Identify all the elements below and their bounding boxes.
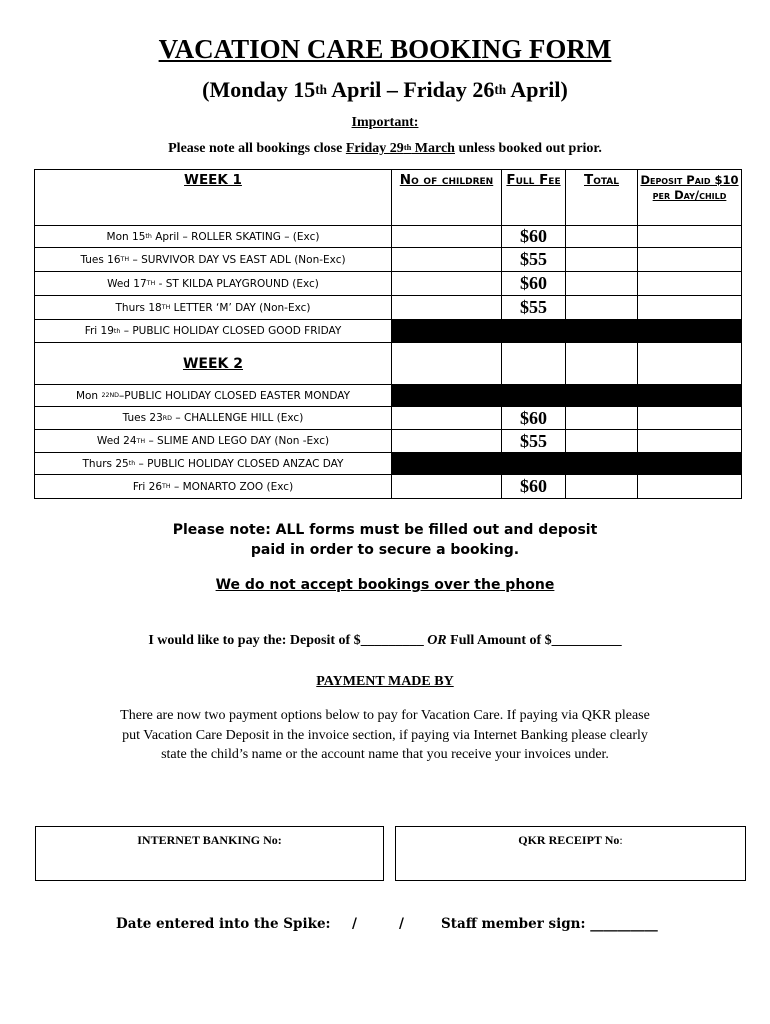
day-text: Wed 17 <box>107 277 147 290</box>
fee-cell: $60 <box>502 226 566 248</box>
day-text: Thurs 18 <box>115 301 162 314</box>
deposit-input <box>638 453 742 475</box>
day-text: Fri 26 <box>132 480 163 493</box>
staff-sign-field[interactable]: __________ <box>590 916 658 932</box>
forms-notice <box>0 520 770 560</box>
table-row <box>35 475 742 499</box>
total-input[interactable] <box>566 343 638 385</box>
form-title: VACATION CARE BOOKING FORM <box>158 34 612 64</box>
payment-text: Full Amount of $ <box>446 633 552 648</box>
total-input[interactable] <box>566 272 638 296</box>
qkr-receipt-label: QKR RECEIPT No <box>518 833 620 847</box>
payment-text: I would like to pay the: Deposit of $ <box>148 633 361 648</box>
table-row <box>35 453 742 475</box>
internet-banking-box[interactable] <box>35 826 384 881</box>
children-input[interactable] <box>392 343 502 385</box>
date-slash: / <box>399 916 404 932</box>
table-row <box>35 296 742 320</box>
day-suffix: RD <box>162 414 173 422</box>
closing-notice <box>0 141 770 157</box>
payment-heading: PAYMENT MADE BY <box>316 674 454 689</box>
day-text: Fri 19 <box>84 325 114 337</box>
children-input <box>392 320 502 343</box>
full-amount-field[interactable]: __________ <box>551 633 622 648</box>
children-input[interactable] <box>392 272 502 296</box>
booking-table <box>34 169 742 499</box>
date-slash: / <box>352 916 357 932</box>
deposit-input[interactable] <box>638 296 742 320</box>
deposit-amount-field[interactable]: _________ <box>360 633 424 648</box>
closing-date-part: March <box>411 141 455 156</box>
total-input[interactable] <box>566 248 638 272</box>
qkr-colon: : <box>619 833 623 847</box>
day-activity-cell <box>35 407 392 430</box>
day-suffix: TH <box>136 437 146 445</box>
activity-text: LETTER ‘M’ DAY (Non-Exc) <box>170 301 311 314</box>
subtitle-part: April) <box>506 77 568 102</box>
closing-text: Please note all bookings close <box>168 141 346 156</box>
day-activity-cell <box>35 248 392 272</box>
day-activity-cell <box>35 430 392 453</box>
subtitle-sup: th <box>494 82 507 98</box>
week1-header: WEEK 1 <box>35 170 392 226</box>
fee-cell <box>502 453 566 475</box>
closing-text: unless booked out prior. <box>454 141 602 156</box>
children-input <box>392 385 502 407</box>
deposit-input[interactable] <box>638 430 742 453</box>
activity-text: –PUBLIC HOLIDAY CLOSED EASTER MONDAY <box>119 389 351 402</box>
day-suffix: 22ND <box>101 392 120 400</box>
staff-sign-label: Staff member sign: <box>441 916 591 932</box>
total-input[interactable] <box>566 226 638 248</box>
children-input[interactable] <box>392 475 502 499</box>
children-input[interactable] <box>392 296 502 320</box>
total-header: Total <box>566 170 638 226</box>
day-activity-cell <box>35 272 392 296</box>
day-suffix: th <box>113 327 121 335</box>
table-row <box>35 430 742 453</box>
day-text: Mon 15 <box>106 230 146 243</box>
activity-text: – MONARTO ZOO (Exc) <box>170 480 294 493</box>
fee-cell <box>502 385 566 407</box>
day-activity-cell <box>35 385 392 407</box>
important-heading: Important: <box>351 115 419 130</box>
activity-text: April – ROLLER SKATING – (Exc) <box>151 230 320 243</box>
day-suffix: TH <box>161 304 171 312</box>
phone-notice: We do not accept bookings over the phone <box>215 577 555 593</box>
day-activity-cell <box>35 453 392 475</box>
children-input[interactable] <box>392 430 502 453</box>
total-input[interactable] <box>566 430 638 453</box>
total-input[interactable] <box>566 407 638 430</box>
payment-choice-line <box>0 633 770 649</box>
week2-header: WEEK 2 <box>35 343 392 385</box>
total-input <box>566 320 638 343</box>
subtitle-part: (Monday 15 <box>202 77 316 102</box>
deposit-header: Deposit Paid $10 per Day/child <box>638 170 742 226</box>
children-input <box>392 453 502 475</box>
deposit-input <box>638 320 742 343</box>
subtitle-part: April – Friday 26 <box>326 77 495 102</box>
table-header-row <box>35 170 742 226</box>
day-activity-cell <box>35 320 392 343</box>
day-suffix: th <box>128 460 136 468</box>
internet-banking-label: INTERNET BANKING No: <box>137 833 282 847</box>
deposit-input[interactable] <box>638 343 742 385</box>
fee-cell: $60 <box>502 407 566 430</box>
staff-sign-line <box>441 916 658 932</box>
total-input <box>566 385 638 407</box>
closing-date <box>346 141 455 156</box>
children-input[interactable] <box>392 248 502 272</box>
children-header: No of children <box>392 170 502 226</box>
day-suffix: th <box>145 233 152 241</box>
day-text: Thurs 25 <box>82 457 129 470</box>
date-entered-label: Date entered into the Spike: <box>116 916 331 932</box>
closing-date-part: Friday 29 <box>345 141 404 156</box>
deposit-input[interactable] <box>638 226 742 248</box>
table-row <box>35 320 742 343</box>
day-text: Wed 24 <box>96 435 137 447</box>
payment-instructions: There are now two payment options below to pay for Vacation Care. If paying via QKR please put Vacation Care Deposit in the invoice section, if paying via Internet Banking please clearly state the child’s name or the account name that you receive your invoices under. <box>120 708 650 762</box>
fee-cell <box>502 343 566 385</box>
day-text: Tues 16 <box>80 253 121 266</box>
date-range-subtitle <box>0 77 770 103</box>
day-suffix: TH <box>162 483 171 491</box>
children-input[interactable] <box>392 226 502 248</box>
total-input[interactable] <box>566 296 638 320</box>
fee-cell: $60 <box>502 475 566 499</box>
activity-text: – PUBLIC HOLIDAY CLOSED ANZAC DAY <box>135 457 344 470</box>
day-activity-cell <box>35 296 392 320</box>
week2-row <box>35 343 742 385</box>
subtitle-sup: th <box>315 82 327 98</box>
children-input[interactable] <box>392 407 502 430</box>
deposit-input[interactable] <box>638 475 742 499</box>
total-input[interactable] <box>566 475 638 499</box>
day-text: Mon <box>75 389 102 402</box>
activity-text: – SLIME AND LEGO DAY (Non -Exc) <box>145 435 330 447</box>
forms-notice-line: paid in order to secure a booking. <box>250 542 520 558</box>
fee-cell <box>502 320 566 343</box>
day-activity-cell <box>35 475 392 499</box>
activity-text: – CHALLENGE HILL (Exc) <box>172 412 304 424</box>
day-suffix: TH <box>146 280 156 288</box>
total-input <box>566 453 638 475</box>
deposit-input[interactable] <box>638 248 742 272</box>
fee-cell: $60 <box>502 272 566 296</box>
qkr-receipt-box[interactable] <box>395 826 746 881</box>
fee-cell: $55 <box>502 248 566 272</box>
activity-text: – PUBLIC HOLIDAY CLOSED GOOD FRIDAY <box>120 325 342 337</box>
table-row <box>35 272 742 296</box>
activity-text: – SURVIVOR DAY VS EAST ADL (Non-Exc) <box>129 253 346 266</box>
table-row <box>35 407 742 430</box>
or-text: OR <box>423 633 447 648</box>
day-text: Tues 23 <box>122 412 163 424</box>
activity-text: - ST KILDA PLAYGROUND (Exc) <box>155 277 319 290</box>
deposit-input[interactable] <box>638 272 742 296</box>
day-activity-cell <box>35 226 392 248</box>
table-row <box>35 385 742 407</box>
full-fee-header: Full Fee <box>502 170 566 226</box>
forms-notice-line: Please note: ALL forms must be filled out and deposit <box>172 522 598 538</box>
fee-cell: $55 <box>502 296 566 320</box>
table-row <box>35 248 742 272</box>
deposit-input <box>638 385 742 407</box>
fee-cell: $55 <box>502 430 566 453</box>
table-row <box>35 226 742 248</box>
deposit-input[interactable] <box>638 407 742 430</box>
closing-date-sup: th <box>403 143 412 153</box>
day-suffix: TH <box>120 256 130 264</box>
